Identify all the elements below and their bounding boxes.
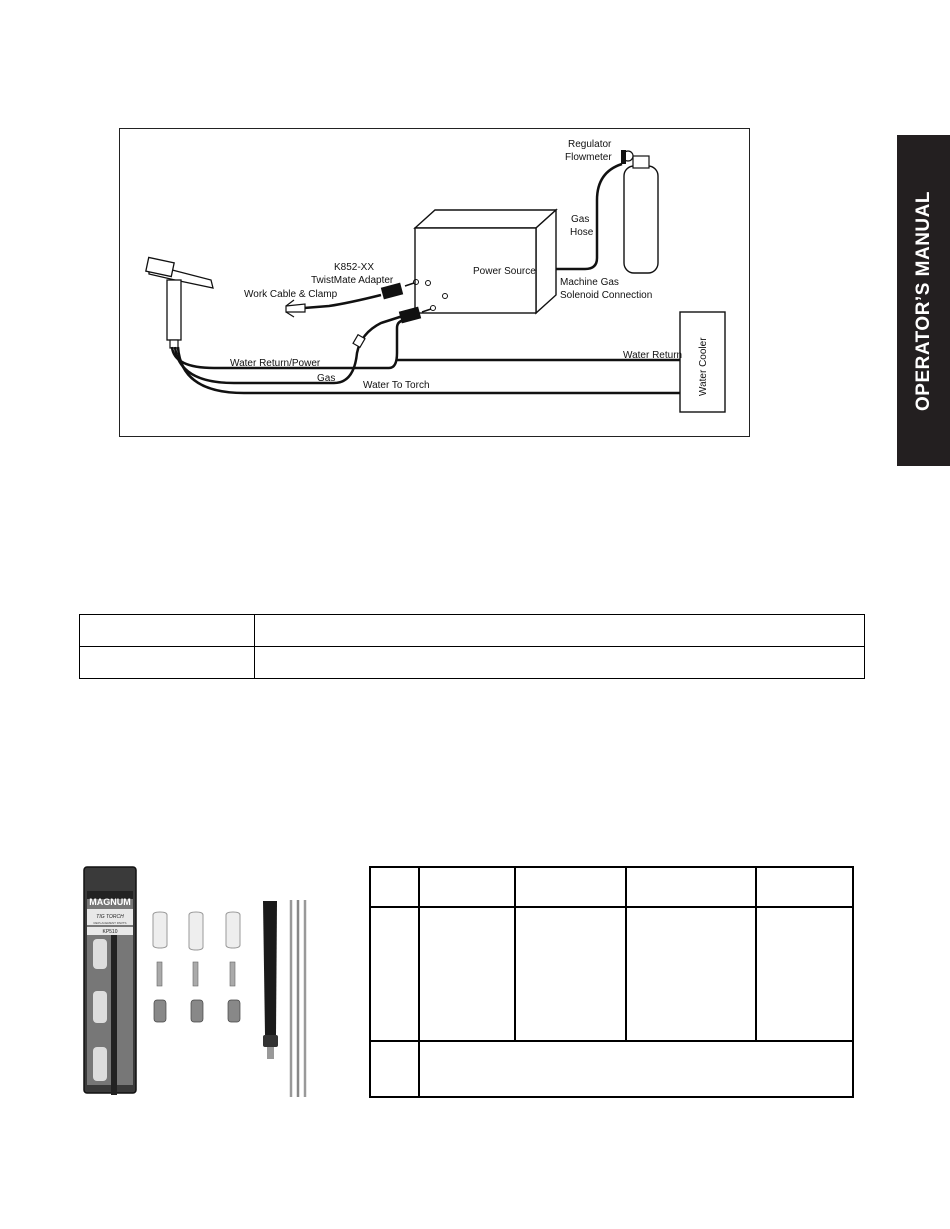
work-cable-label: Work Cable & Clamp	[244, 289, 338, 300]
table-cell	[80, 615, 255, 647]
table-cell	[515, 867, 626, 907]
kit-part-number-text: KP510	[102, 929, 118, 935]
water-return-power-label: Water Return/Power	[230, 358, 321, 369]
table-row	[80, 615, 865, 647]
table-cell	[255, 615, 865, 647]
water-to-torch-label: Water To Torch	[363, 380, 430, 391]
table-row	[370, 907, 853, 1041]
tungsten-electrode-icon	[291, 900, 305, 1097]
machine-gas-label: Machine Gas	[560, 277, 619, 288]
flowmeter-label: Flowmeter	[565, 152, 612, 163]
connection-diagram	[119, 128, 750, 437]
power-source-label: Power Source	[473, 266, 536, 277]
table-row	[80, 647, 865, 679]
collet-body-icon	[154, 1000, 240, 1022]
table-cell	[756, 867, 853, 907]
twistmate-label: TwistMate Adapter	[311, 275, 394, 286]
table-cell	[419, 1041, 853, 1097]
parts-kit-photo	[83, 865, 348, 1105]
k852-label: K852-XX	[334, 262, 375, 273]
hose-label: Hose	[570, 227, 594, 238]
regulator-label: Regulator	[568, 139, 612, 150]
table-cell	[419, 907, 515, 1041]
table-row	[370, 1041, 853, 1097]
water-cooler-label: Water Cooler	[698, 337, 709, 396]
table-cell	[370, 1041, 419, 1097]
solenoid-label: Solenoid Connection	[560, 290, 653, 301]
side-tab	[897, 135, 950, 466]
table-cell	[255, 647, 865, 679]
water-return-label: Water Return	[623, 350, 683, 361]
gas-label: Gas	[571, 214, 590, 225]
table-cell	[419, 867, 515, 907]
parts-kit-table	[369, 866, 854, 1098]
kit-product-text: TIG TORCH	[96, 914, 124, 920]
table-row	[370, 867, 853, 907]
kit-subtitle-text: REPLACEMENT PARTS	[93, 921, 127, 925]
table-cell	[370, 907, 419, 1041]
side-tab-label: OPERATOR’S MANUAL	[912, 190, 934, 411]
table-cell	[80, 647, 255, 679]
table-cell	[626, 867, 756, 907]
spec-table	[79, 614, 865, 679]
gas-cylinder-icon	[621, 150, 658, 273]
kit-case-icon	[84, 867, 136, 1095]
table-cell	[756, 907, 853, 1041]
nozzle-icon	[153, 912, 240, 950]
gas-line-label: Gas	[317, 373, 336, 384]
table-cell	[626, 907, 756, 1041]
back-cap-icon	[263, 901, 278, 1059]
power-source-box	[415, 210, 556, 313]
collet-icon	[157, 962, 235, 986]
kit-brand-text: MAGNUM	[89, 897, 131, 907]
table-cell	[515, 907, 626, 1041]
table-cell	[370, 867, 419, 907]
